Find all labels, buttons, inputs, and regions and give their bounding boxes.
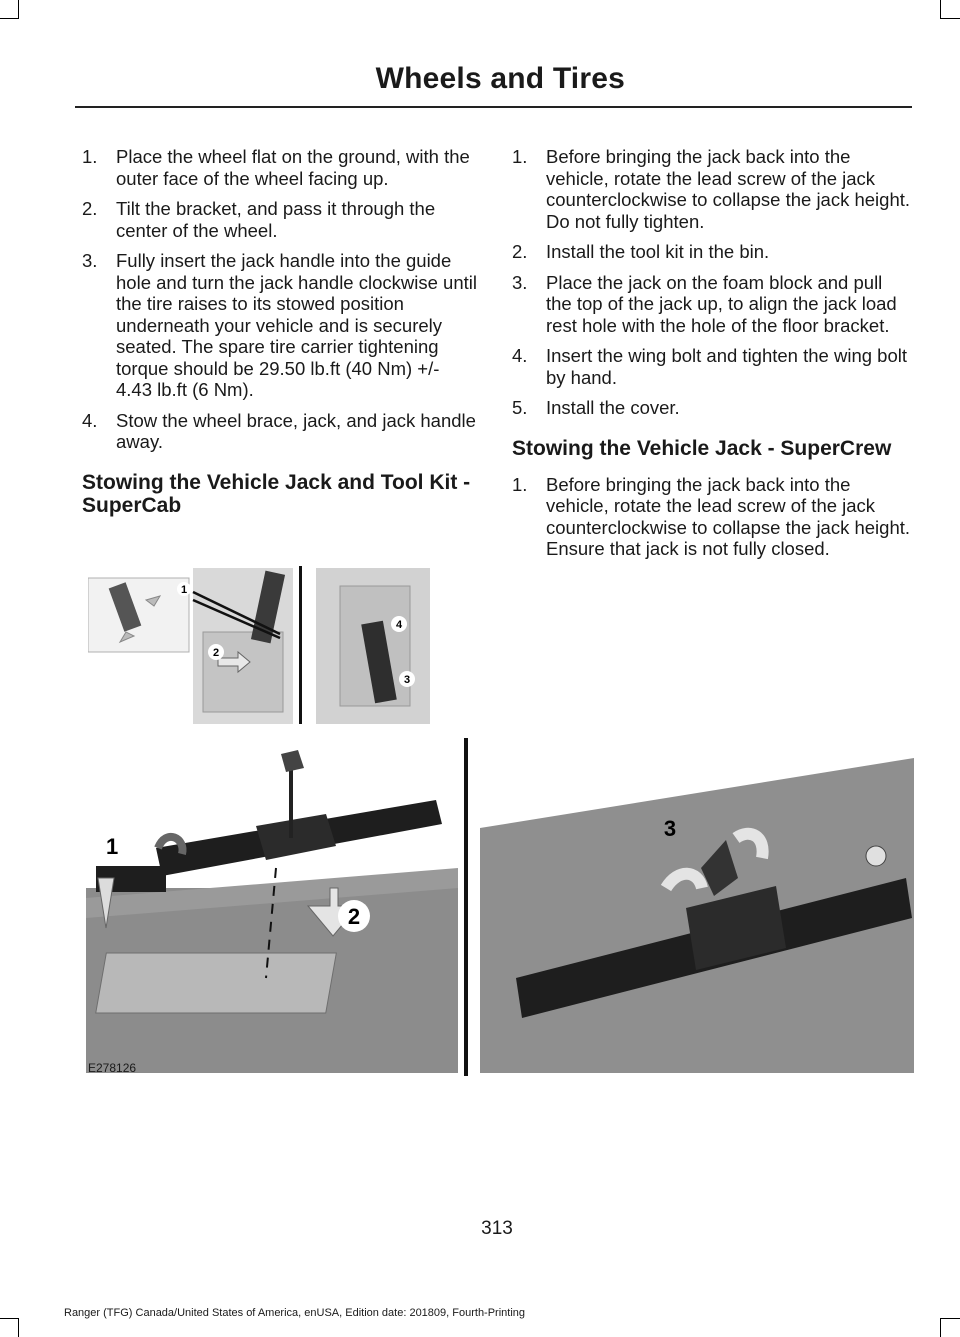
header-divider bbox=[75, 106, 912, 108]
list-item: 2. Install the tool kit in the bin. bbox=[512, 241, 770, 262]
callout-label: 3 bbox=[663, 816, 677, 841]
left-steps-list bbox=[82, 146, 477, 453]
figure-code: E278126 bbox=[88, 1061, 137, 1075]
crop-mark bbox=[0, 1318, 19, 1319]
list-item: 1. Before bringing the jack back into the vehicle, rotate the lead screw of the jack counterclockwise to collapse the jack height. Do not fully tighten. bbox=[512, 146, 911, 232]
inset-panel bbox=[88, 578, 189, 652]
left-column bbox=[82, 146, 477, 531]
crop-mark bbox=[18, 1318, 19, 1337]
footer-text: Ranger (TFG) Canada/United States of America, enUSA, Edition date: 201809, Fourth-Printing bbox=[64, 1307, 526, 1319]
crop-mark bbox=[18, 0, 19, 19]
jack-pivot bbox=[866, 846, 886, 866]
crop-mark bbox=[940, 0, 941, 19]
page-title: Wheels and Tires bbox=[375, 62, 625, 95]
list-item: 4. Insert the wing bolt and tighten the wing bolt by hand. bbox=[512, 345, 907, 388]
list-item: 3. Place the jack on the foam block and pull the top of the jack up, to align the jack load rest hole with the hole of the floor bracket. bbox=[512, 271, 897, 336]
floor-bracket bbox=[203, 632, 283, 712]
section-heading-supercrew: Stowing the Vehicle Jack - SuperCrew bbox=[512, 436, 892, 460]
right-steps2-list bbox=[512, 474, 912, 560]
foam-block bbox=[96, 953, 337, 1013]
callout-label: 4 bbox=[395, 619, 403, 631]
figure-bottom-jack bbox=[86, 728, 914, 1076]
list-item: 5. Install the cover. bbox=[512, 397, 680, 418]
crop-mark bbox=[940, 1318, 941, 1337]
callout-label: 2 bbox=[212, 647, 220, 659]
callout-label: 1 bbox=[180, 584, 188, 596]
callout-label: 1 bbox=[106, 834, 119, 859]
callout-label: 3 bbox=[403, 674, 411, 686]
crop-mark bbox=[0, 18, 19, 19]
right-column bbox=[512, 146, 912, 569]
figure-top-photos bbox=[88, 562, 460, 726]
panel-divider bbox=[464, 738, 468, 1076]
section-heading-supercab: Stowing the Vehicle Jack and Tool Kit - SuperCab bbox=[82, 470, 471, 517]
list-item: 1. Place the wheel flat on the ground, with the outer face of the wheel facing up. bbox=[82, 146, 470, 189]
page-number: 313 bbox=[481, 1218, 513, 1239]
crop-mark bbox=[941, 18, 960, 19]
right-steps-list bbox=[512, 146, 912, 419]
list-item: 4. Stow the wheel brace, jack, and jack handle away. bbox=[82, 409, 476, 452]
panel-divider bbox=[299, 566, 302, 724]
list-item: 2. Tilt the bracket, and pass it through the center of the wheel. bbox=[82, 198, 436, 241]
crop-mark bbox=[941, 1318, 960, 1319]
list-item: 3. Fully insert the jack handle into the guide hole and turn the jack handle clockwise until the tire raises to its stowed position underneath your vehicle and is securely seated. The spare tire carrier tightening torque should be 29.50 lb.ft (40 Nm) +/- 4.43 lb.ft (6 Nm). bbox=[82, 250, 477, 400]
callout-label: 2 bbox=[347, 904, 361, 929]
list-item: 1. Before bringing the jack back into the vehicle, rotate the lead screw of the jack counterclockwise to collapse the jack height. Ensure that jack is not fully closed. bbox=[512, 473, 911, 559]
